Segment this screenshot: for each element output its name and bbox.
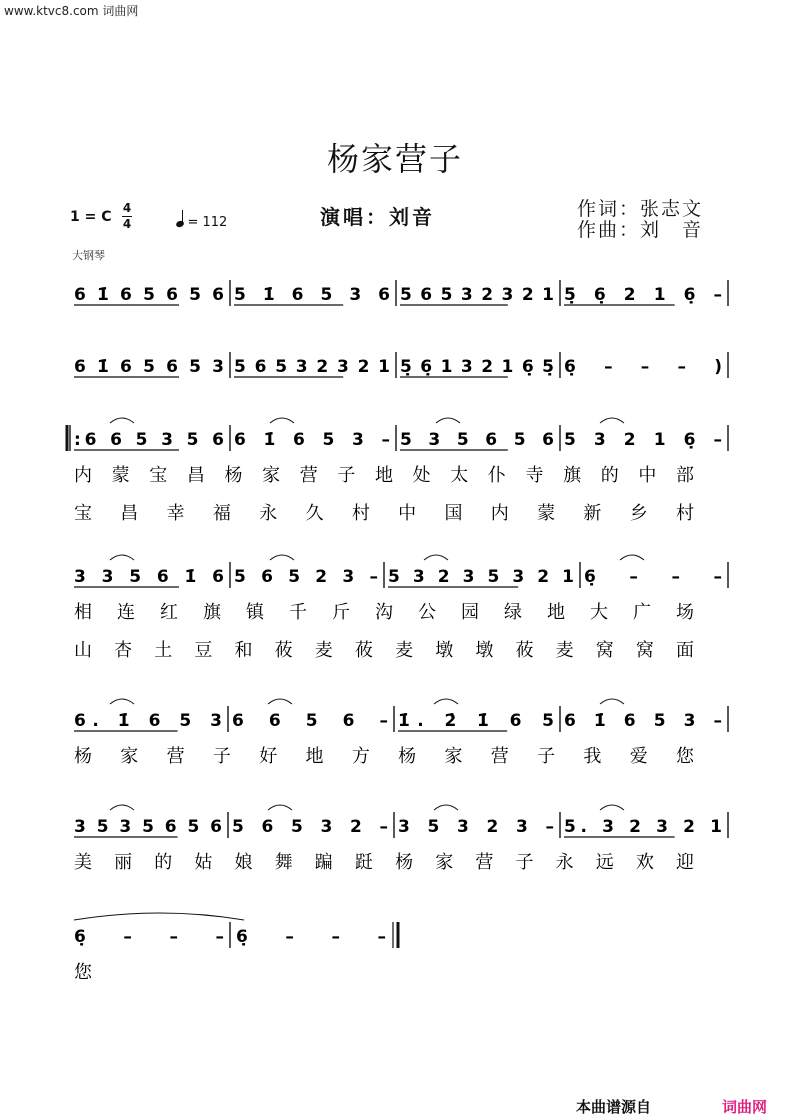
measure-notes: 5 3 2 3 5 3 2 1 <box>388 567 574 587</box>
lyricist-credit: 作词：张志文 <box>577 198 704 220</box>
site-watermark: www.ktvc8.com 词曲网 <box>4 4 139 18</box>
measure-notes: 5 6 5 3 2 3 2 1 <box>234 357 390 377</box>
measure-notes: 6 1̇ 6 5 3 – <box>234 430 390 450</box>
lyric-line: 杨家营子好地方杨家营子我爱您 <box>74 746 694 767</box>
slur <box>600 418 624 423</box>
slur <box>600 699 624 704</box>
measure-notes: 1̇. 2̇ 1̇ 6 5 <box>398 711 554 731</box>
measure-notes: 6̣ – – – <box>584 567 722 587</box>
measure-notes: 5̣ 6̣ 1 3 2 1 6̣ 5̣ <box>400 357 554 377</box>
measure-notes: 3 5 3 5 6 5 6 <box>74 817 222 837</box>
instrument-label: 大钢琴 <box>72 249 105 262</box>
slur <box>268 805 292 810</box>
measure-notes: 6̣ – – – <box>236 927 386 947</box>
lyric-line: 美丽的姑娘舞蹁跹杨家营子永远欢迎 <box>74 852 694 873</box>
measure-notes: 5 6 5 2 3 – <box>234 567 378 587</box>
slur <box>110 699 134 704</box>
composer-credit: 作曲：刘 音 <box>577 219 704 241</box>
measure-notes: 6. 1̇ 6 5 3 <box>74 711 222 731</box>
lyric-line: 山杏土豆和莜麦莜麦墩墩莜麦窝窝面 <box>74 640 694 661</box>
slur <box>110 805 134 810</box>
measure-notes: 5 3 5 6 5 6 <box>400 430 554 450</box>
measure-notes: 6 1̇ 6 5 3 – <box>564 711 722 731</box>
tie <box>74 913 244 920</box>
measure-notes: 5 6 5 3 2 3 2 1 <box>400 285 554 305</box>
slur <box>436 418 460 423</box>
measure-notes: 5 3 2 1 6̣ – <box>564 430 722 450</box>
measure-notes: 3 3 5 6 1̇ 6 <box>74 567 224 587</box>
measure-notes: 3 5 3 2 3 – <box>398 817 554 837</box>
slur <box>268 699 292 704</box>
lyric-line: 相连红旗镇千斤沟公园绿地大广场 <box>74 602 694 623</box>
lyric-line: 您 <box>74 962 92 983</box>
slur <box>270 418 294 423</box>
measure-notes: :6 6 5 3 5 6 <box>74 430 224 450</box>
source-note: 本曲谱源自 <box>576 1098 652 1116</box>
song-title: 杨家营子 <box>326 140 463 178</box>
measure-notes: 5 6 5 3 2 – <box>232 817 388 837</box>
measure-notes: 5 1̇ 6 5 3 6 <box>234 285 390 305</box>
measure-notes: 6 6 5 6 – <box>232 711 388 731</box>
source-logo: 词曲网 <box>722 1098 768 1116</box>
time-signature-bottom: 4 <box>122 217 132 231</box>
slur <box>434 699 458 704</box>
measure-notes: 6 1̇ 6 5 6 5 3 <box>74 357 224 377</box>
tempo-value: = 112 <box>187 215 228 230</box>
measure-notes: 6 1̇ 6 5 6 5 6 <box>74 285 224 305</box>
singer-credit: 演唱：刘音 <box>320 205 435 229</box>
slur <box>424 555 448 560</box>
measure-notes: 6̣ – – – ) <box>564 357 722 377</box>
slur <box>620 555 644 560</box>
time-signature-top: 4 <box>122 201 132 215</box>
slur <box>110 555 134 560</box>
slur <box>434 805 458 810</box>
slur <box>600 805 624 810</box>
slur <box>270 555 294 560</box>
measure-notes: 5. 3 2 3 2 1 <box>564 817 722 837</box>
measure-notes: 5̣ 6̣ 2 1 6̣ – <box>564 285 722 305</box>
slur <box>110 418 134 423</box>
measure-notes: 6̣ – – – <box>74 927 224 947</box>
lyric-line: 宝昌幸福永久村中国内蒙新乡村 <box>74 503 694 524</box>
key-signature: 1 = C <box>70 209 112 225</box>
lyric-line: 内蒙宝昌杨家营子地处太仆寺旗的中部 <box>74 465 694 486</box>
